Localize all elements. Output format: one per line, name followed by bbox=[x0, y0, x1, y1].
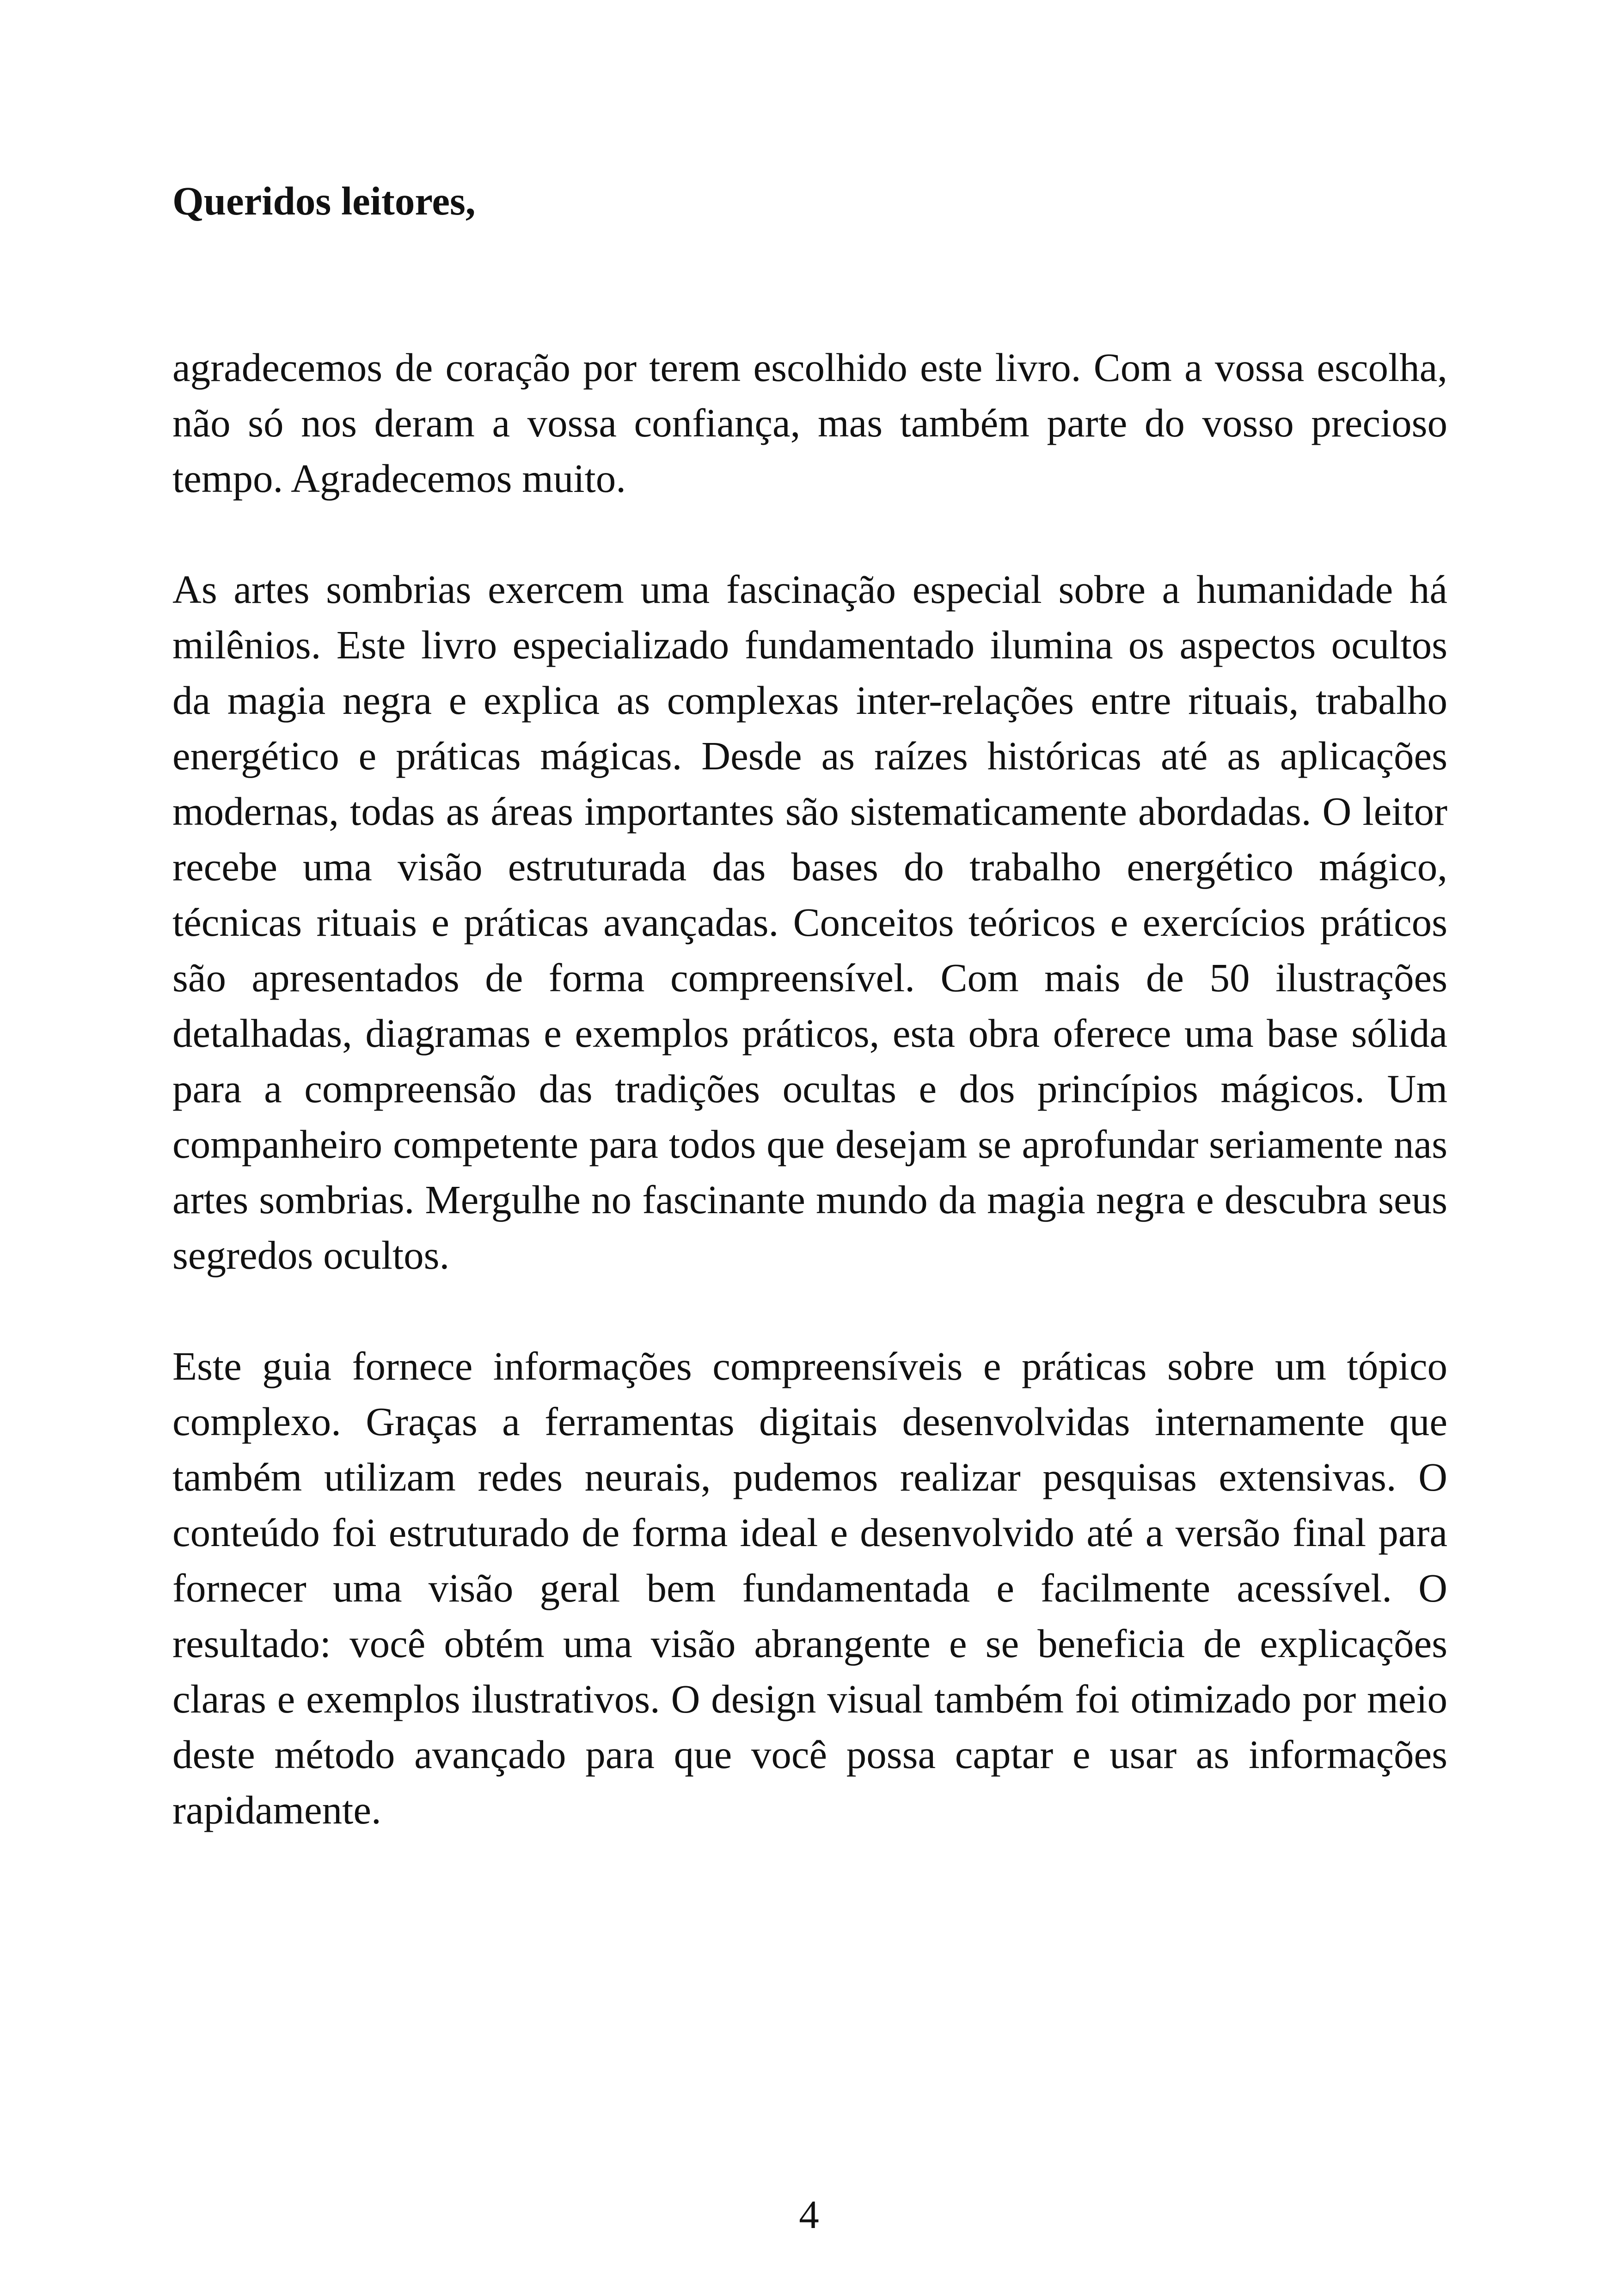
page-number: 4 bbox=[799, 2192, 819, 2237]
paragraph-guide: Este guia fornece informações compreensíveis e práticas sobre um tópico complexo. Graças a ferramentas digitais desenvolvidas internamente que também utilizam redes neurais, pudemos realizar pesquisas extensivas. O conteúdo foi estruturado de forma ideal e desenvolvido até a versão final para fornecer uma visão geral bem fundamentada e facilmente acessível. O resultado: você obtém uma visão abrangente e se beneficia de explicações claras e exemplos ilustrativos. O design visual também foi otimizado por meio deste método avançado para que você possa captar e usar as informações rapidamente. bbox=[172, 1344, 1447, 1832]
body-text bbox=[172, 340, 1447, 1893]
paragraph-thanks: agradecemos de coração por terem escolhido este livro. Com a vossa escolha, não só nos deram a vossa confiança, mas também parte do vosso precioso tempo. Agradecemos muito. bbox=[172, 345, 1447, 501]
paragraph-dark-arts: As artes sombrias exercem uma fascinação especial sobre a humanidade há milênios. Este livro especializado fundamentado ilumina os aspectos ocultos da magia negra e explica as complexas inter-relações entre rituais, trabalho energético e práticas mágicas. Desde as raízes históricas até as aplicações modernas, todas as áreas importantes são sistematicamente abordadas. O leitor recebe uma visão estruturada das bases do trabalho energético mágico, técnicas rituais e práticas avançadas. Conceitos teóricos e exercícios práticos são apresentados de forma compreensível. Com mais de 50 ilustrações detalhadas, diagramas e exemplos práticos, esta obra oferece uma base sólida para a compreensão das tradições ocultas e dos princípios mágicos. Um companheiro competente para todos que desejam se aprofundar seriamente nas artes sombrias. Mergulhe no fascinante mundo da magia negra e descubra seus segredos ocultos. bbox=[172, 567, 1447, 1277]
salutation-heading: Queridos leitores, bbox=[172, 178, 476, 223]
